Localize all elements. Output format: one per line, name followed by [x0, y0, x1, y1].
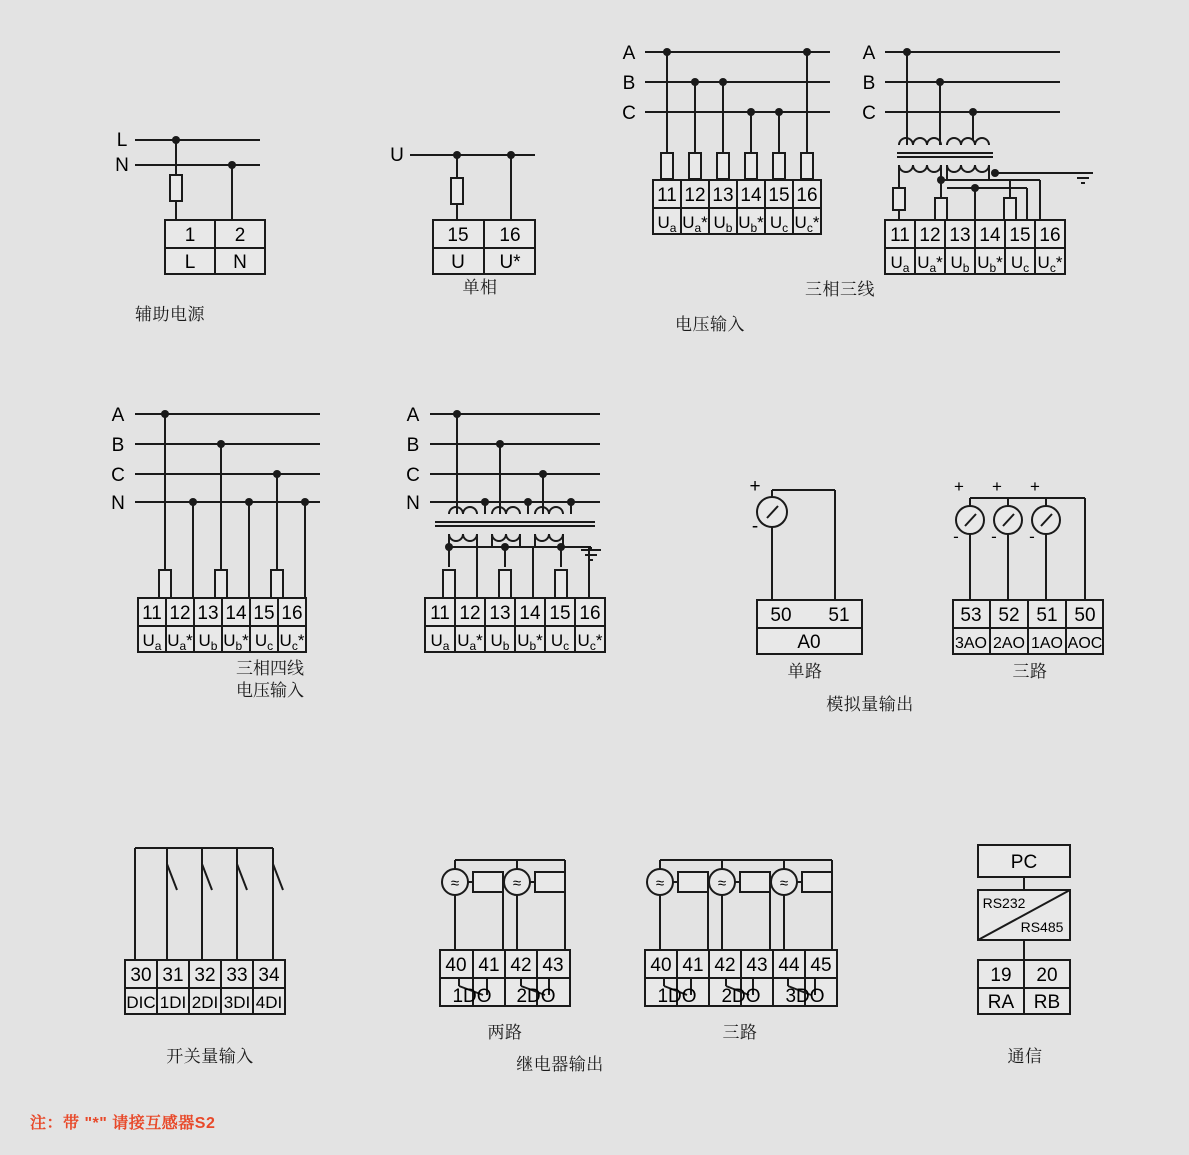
- terminal-12: 12: [459, 603, 481, 624]
- terminal-51: 51: [1036, 605, 1058, 626]
- terminal-43: 43: [746, 955, 768, 976]
- terminal-1: 1: [184, 225, 196, 246]
- terminal-name-Ua: $U_a$: [142, 631, 162, 653]
- terminal-45: 45: [810, 955, 832, 976]
- terminal-14: 14: [740, 185, 762, 206]
- terminal-name-2DI: 2DI: [191, 993, 219, 1012]
- terminal-42: 42: [510, 955, 532, 976]
- terminal-name-Ub: $U_b$: [713, 213, 733, 235]
- load-symbol-2: ≈: [717, 875, 727, 892]
- terminal-name-Ustar: U*: [499, 252, 521, 273]
- label-phase-C: C: [111, 465, 125, 486]
- label-phase-A: A: [622, 43, 636, 64]
- terminal-name-Uc-star: $U_c*$: [1037, 253, 1063, 275]
- terminal-33: 33: [226, 965, 248, 986]
- label-polarity-minus-2: -: [991, 527, 997, 546]
- caption-3p3w: 三相三线: [805, 280, 875, 299]
- caption-relay-output: 继电器输出: [516, 1055, 604, 1074]
- terminal-42: 42: [714, 955, 736, 976]
- terminal-34: 34: [258, 965, 280, 986]
- terminal-13: 13: [489, 603, 511, 624]
- load-symbol-2: ≈: [512, 875, 522, 892]
- terminal-50: 50: [770, 605, 792, 626]
- terminal-12: 12: [684, 185, 706, 206]
- caption-single-channel: 单路: [787, 662, 823, 681]
- label-phase-C: C: [406, 465, 420, 486]
- terminal-16: 16: [1039, 225, 1061, 246]
- terminal-44: 44: [778, 955, 800, 976]
- interface-label-RS485: RS485: [1020, 919, 1064, 935]
- diagram-analog-single: [745, 470, 870, 653]
- label-phase-B: B: [406, 435, 420, 456]
- terminal-name-1DI: 1DI: [159, 993, 187, 1012]
- diagram-voltage-3p3w: [615, 40, 840, 265]
- terminal-name-Ub: $U_b$: [950, 253, 970, 275]
- caption-analog-output: 模拟量输出: [826, 695, 914, 714]
- diagram-voltage-single-phase: [385, 140, 575, 273]
- label-polarity-plus: +: [749, 476, 761, 497]
- terminal-name-3DI: 3DI: [223, 993, 251, 1012]
- diagram-relay-two: [435, 850, 575, 1015]
- terminal-name-Ua: $U_a$: [430, 631, 450, 653]
- diagram-voltage-3p4w: [100, 402, 330, 652]
- load-symbol-3: ≈: [779, 875, 789, 892]
- terminal-19: 19: [990, 965, 1012, 986]
- label-polarity-plus-2: +: [992, 477, 1002, 496]
- caption-two-channel: 两路: [487, 1023, 523, 1042]
- terminal-name-RA: RA: [987, 992, 1015, 1013]
- terminal-name-Uc: $U_c$: [550, 631, 570, 653]
- label-phase-B: B: [622, 73, 636, 94]
- terminal-name-AOC: AOC: [1067, 635, 1103, 652]
- label-phase-A: A: [862, 43, 876, 64]
- terminal-53: 53: [960, 605, 982, 626]
- terminal-name-Ua-star: $U_a*$: [917, 253, 943, 275]
- terminal-name-2DO: 2DO: [516, 986, 556, 1007]
- terminal-name-4DI: 4DI: [255, 993, 283, 1012]
- caption-digital-input: 开关量输入: [166, 1047, 254, 1066]
- terminal-13: 13: [197, 603, 219, 624]
- terminal-30: 30: [130, 965, 152, 986]
- terminal-2: 2: [234, 225, 246, 246]
- terminal-11: 11: [142, 603, 162, 624]
- terminal-14: 14: [519, 603, 541, 624]
- terminal-name-A0: A0: [797, 632, 821, 653]
- terminal-name-U: U: [451, 252, 465, 273]
- label-phase-C: C: [622, 103, 636, 124]
- label-polarity-minus-3: -: [1029, 527, 1035, 546]
- terminal-40: 40: [650, 955, 672, 976]
- interface-label-RS232: RS232: [982, 895, 1026, 911]
- terminal-name-Uc-star: $U_c*$: [279, 631, 305, 653]
- caption-aux-power: 辅助电源: [135, 305, 205, 324]
- caption-three-channel-relay: 三路: [722, 1023, 758, 1042]
- terminal-11: 11: [890, 225, 910, 246]
- terminal-11: 11: [430, 603, 450, 624]
- load-symbol-1: ≈: [450, 875, 460, 892]
- label-phase-B: B: [111, 435, 125, 456]
- terminal-51: 51: [828, 605, 850, 626]
- terminal-name-Ua-star: $U_a*$: [457, 631, 483, 653]
- terminal-name-Uc: $U_c$: [1010, 253, 1030, 275]
- label-polarity-minus: -: [751, 516, 759, 537]
- terminal-name-Ub-star: $U_b*$: [223, 631, 249, 653]
- diagram-analog-triple: [945, 470, 1110, 650]
- label-phase-A: A: [406, 405, 420, 426]
- load-symbol-1: ≈: [655, 875, 665, 892]
- terminal-12: 12: [169, 603, 191, 624]
- label-phase-U: U: [390, 145, 404, 166]
- terminal-13: 13: [949, 225, 971, 246]
- terminal-name-Ub-star: $U_b*$: [738, 213, 764, 235]
- terminal-name-Uc-star: $U_c*$: [794, 213, 820, 235]
- terminal-15: 15: [447, 225, 469, 246]
- terminal-name-Ub-star: $U_b*$: [517, 631, 543, 653]
- label-phase-N: N: [406, 493, 420, 514]
- terminal-16: 16: [499, 225, 521, 246]
- label-phase-N: N: [111, 493, 125, 514]
- terminal-43: 43: [542, 955, 564, 976]
- terminal-31: 31: [162, 965, 184, 986]
- terminal-name-3DO: 3DO: [785, 986, 825, 1007]
- terminal-name-Ua-star: $U_a*$: [682, 213, 708, 235]
- footnote: 注：带 "*" 请接互感器S2: [30, 1115, 216, 1132]
- terminal-15: 15: [768, 185, 790, 206]
- label-phase-B: B: [862, 73, 876, 94]
- terminal-name-RB: RB: [1033, 992, 1061, 1013]
- terminal-14: 14: [225, 603, 247, 624]
- terminal-41: 41: [682, 955, 704, 976]
- terminal-name-Uc-star: $U_c*$: [577, 631, 603, 653]
- terminal-name-Ub-star: $U_b*$: [977, 253, 1003, 275]
- diagram-aux-power: [110, 125, 310, 273]
- terminal-name-Uc: $U_c$: [254, 631, 274, 653]
- terminal-name-L: L: [184, 252, 196, 273]
- terminal-name-1DO: 1DO: [657, 986, 697, 1007]
- label-phase-C: C: [862, 103, 876, 124]
- terminal-11: 11: [657, 185, 677, 206]
- terminal-12: 12: [919, 225, 941, 246]
- terminal-15: 15: [1009, 225, 1031, 246]
- terminal-name-DIC: DIC: [126, 993, 156, 1012]
- diagram-digital-input: [125, 840, 290, 1015]
- caption-single-phase: 单相: [462, 278, 498, 297]
- terminal-20: 20: [1036, 965, 1058, 986]
- caption-voltage-input: 电压输入: [675, 315, 745, 334]
- label-polarity-plus-1: +: [954, 477, 964, 496]
- label-phase-L: L: [116, 130, 128, 151]
- label-phase-N: N: [115, 155, 129, 176]
- terminal-40: 40: [445, 955, 467, 976]
- terminal-name-1DO: 1DO: [452, 986, 492, 1007]
- caption-communication: 通信: [1007, 1047, 1043, 1066]
- device-label-PC: PC: [1010, 852, 1038, 873]
- diagram-communication: [970, 840, 1080, 1015]
- terminal-16: 16: [796, 185, 818, 206]
- terminal-14: 14: [979, 225, 1001, 246]
- terminal-16: 16: [281, 603, 303, 624]
- terminal-name-N: N: [233, 252, 247, 273]
- caption-3p4w: 三相四线 电压输入: [236, 659, 304, 700]
- terminal-52: 52: [998, 605, 1020, 626]
- terminal-32: 32: [194, 965, 216, 986]
- label-polarity-minus-1: -: [953, 527, 959, 546]
- terminal-41: 41: [478, 955, 500, 976]
- terminal-name-3AO: 3AO: [954, 635, 988, 652]
- diagram-voltage-3p4w-ct: [395, 402, 640, 652]
- terminal-name-2DO: 2DO: [721, 986, 761, 1007]
- terminal-15: 15: [549, 603, 571, 624]
- terminal-16: 16: [579, 603, 601, 624]
- terminal-name-Ub: $U_b$: [490, 631, 510, 653]
- terminal-name-Ua: $U_a$: [890, 253, 910, 275]
- terminal-name-2AO: 2AO: [992, 635, 1026, 652]
- terminal-name-Ub: $U_b$: [198, 631, 218, 653]
- terminal-name-1AO: 1AO: [1030, 635, 1064, 652]
- terminal-13: 13: [712, 185, 734, 206]
- caption-three-channel-analog: 三路: [1012, 662, 1048, 681]
- terminal-15: 15: [253, 603, 275, 624]
- terminal-50: 50: [1074, 605, 1096, 626]
- label-phase-A: A: [111, 405, 125, 426]
- diagram-relay-three: [640, 850, 840, 1015]
- terminal-name-Uc: $U_c$: [769, 213, 789, 235]
- label-polarity-plus-3: +: [1030, 477, 1040, 496]
- terminal-name-Ua: $U_a$: [657, 213, 677, 235]
- diagram-voltage-3p3w-pt: [855, 40, 1115, 275]
- terminal-name-Ua-star: $U_a*$: [167, 631, 193, 653]
